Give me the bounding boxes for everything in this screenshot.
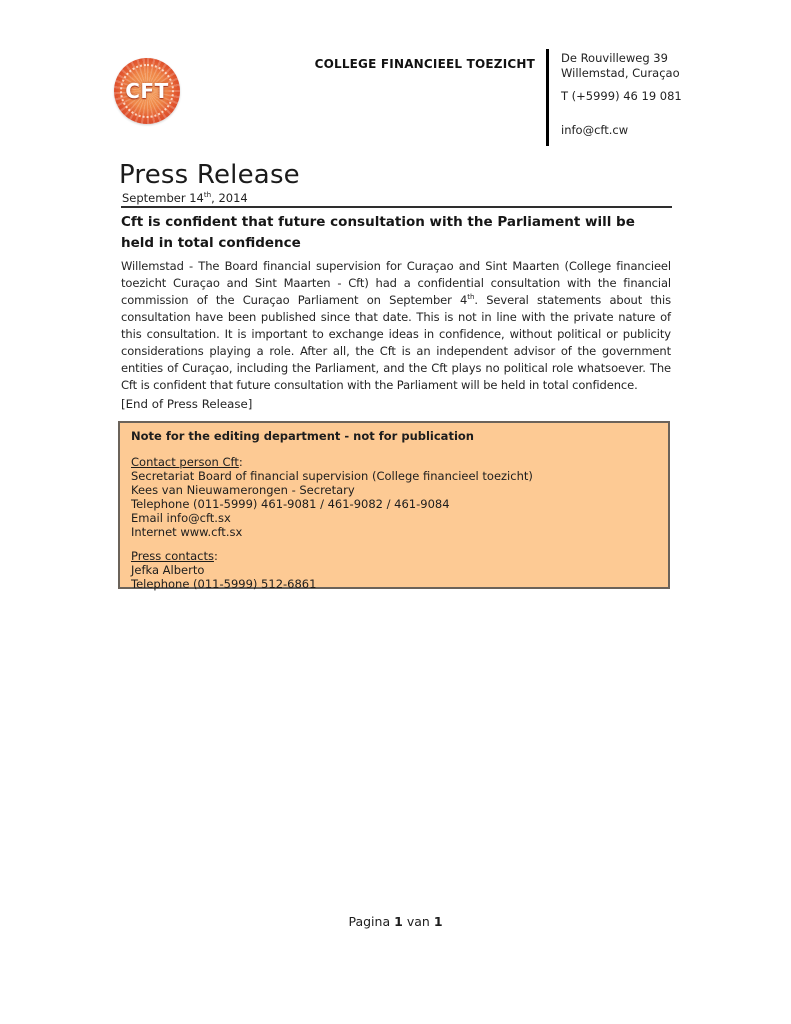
- footer-total-pages: 1: [433, 914, 443, 929]
- release-date: [122, 191, 248, 205]
- press-heading-colon: :: [213, 549, 218, 563]
- press-section-heading: [131, 549, 657, 563]
- end-of-release-marker: [End of Press Release]: [121, 397, 253, 411]
- release-body: [121, 258, 671, 394]
- release-headline: Cft is confident that future consultation with the Parliament will be held in total confidence: [121, 214, 635, 251]
- contact-section-heading: [131, 455, 657, 469]
- release-body-part2: . Several statements about this consultation have been published since that date. This is not in line with the private nature of this consultation. It is important to exchange ideas in confidence, without political or publicity considerations playing a role. After all, the Cft is an independent advisor of the government entities of Curaçao, including the Parliament, and the Cft plays no political role whatsoever. The Cft is confident that future consultation with the Parliament will be held in total confidence.: [121, 293, 671, 392]
- footer-of-label: van: [406, 914, 430, 929]
- phone-number: T (+5999) 46 19 081: [561, 89, 682, 103]
- contact-line: Kees van Nieuwamerongen - Secretary: [131, 483, 355, 497]
- release-date-tail: , 2014: [211, 191, 248, 205]
- contact-line: Secretariat Board of financial supervision (College financieel toezicht): [131, 469, 533, 483]
- press-release-title: Press Release: [119, 160, 300, 190]
- contact-line: Email info@cft.sx: [131, 511, 231, 525]
- cft-logo-text: CFT: [125, 79, 169, 103]
- address-block: [561, 51, 682, 138]
- contact-heading-label: Contact person Cft: [131, 455, 239, 469]
- release-body-part1: Willemstad - The Board financial supervision for Curaçao and Sint Maarten (College financieel toezicht Curaçao and Sint Maarten - Cft) had a confidential consultation with the financial commission of the Curaçao Parliament on September 4: [121, 259, 671, 307]
- email-address: info@cft.cw: [561, 123, 629, 137]
- contact-line: Telephone (011-5999) 461-9081 / 461-9082 / 461-9084: [131, 497, 450, 511]
- address-line-2: Willemstad, Curaçao: [561, 66, 680, 80]
- footer-page-label: Pagina: [348, 914, 391, 929]
- editor-note-box: [118, 421, 670, 589]
- release-date-superscript: th: [203, 190, 212, 200]
- header-divider: [546, 49, 549, 146]
- press-line: Telephone (011-5999) 512-6861: [131, 577, 317, 591]
- page-footer: [0, 914, 791, 929]
- footer-page-number: 1: [394, 914, 403, 929]
- organization-name: COLLEGE FINANCIEEL TOEZICHT: [314, 57, 535, 71]
- release-date-main: September 14: [122, 191, 204, 205]
- note-box-title: Note for the editing department - not for publication: [131, 429, 474, 443]
- title-rule: [121, 206, 672, 208]
- cft-logo: [114, 58, 180, 124]
- press-heading-label: Press contacts: [131, 549, 214, 563]
- address-line-1: De Rouvilleweg 39: [561, 51, 668, 65]
- release-body-superscript: th: [467, 292, 475, 302]
- contact-heading-colon: :: [238, 455, 243, 469]
- press-line: Jefka Alberto: [131, 563, 205, 577]
- contact-line: Internet www.cft.sx: [131, 525, 243, 539]
